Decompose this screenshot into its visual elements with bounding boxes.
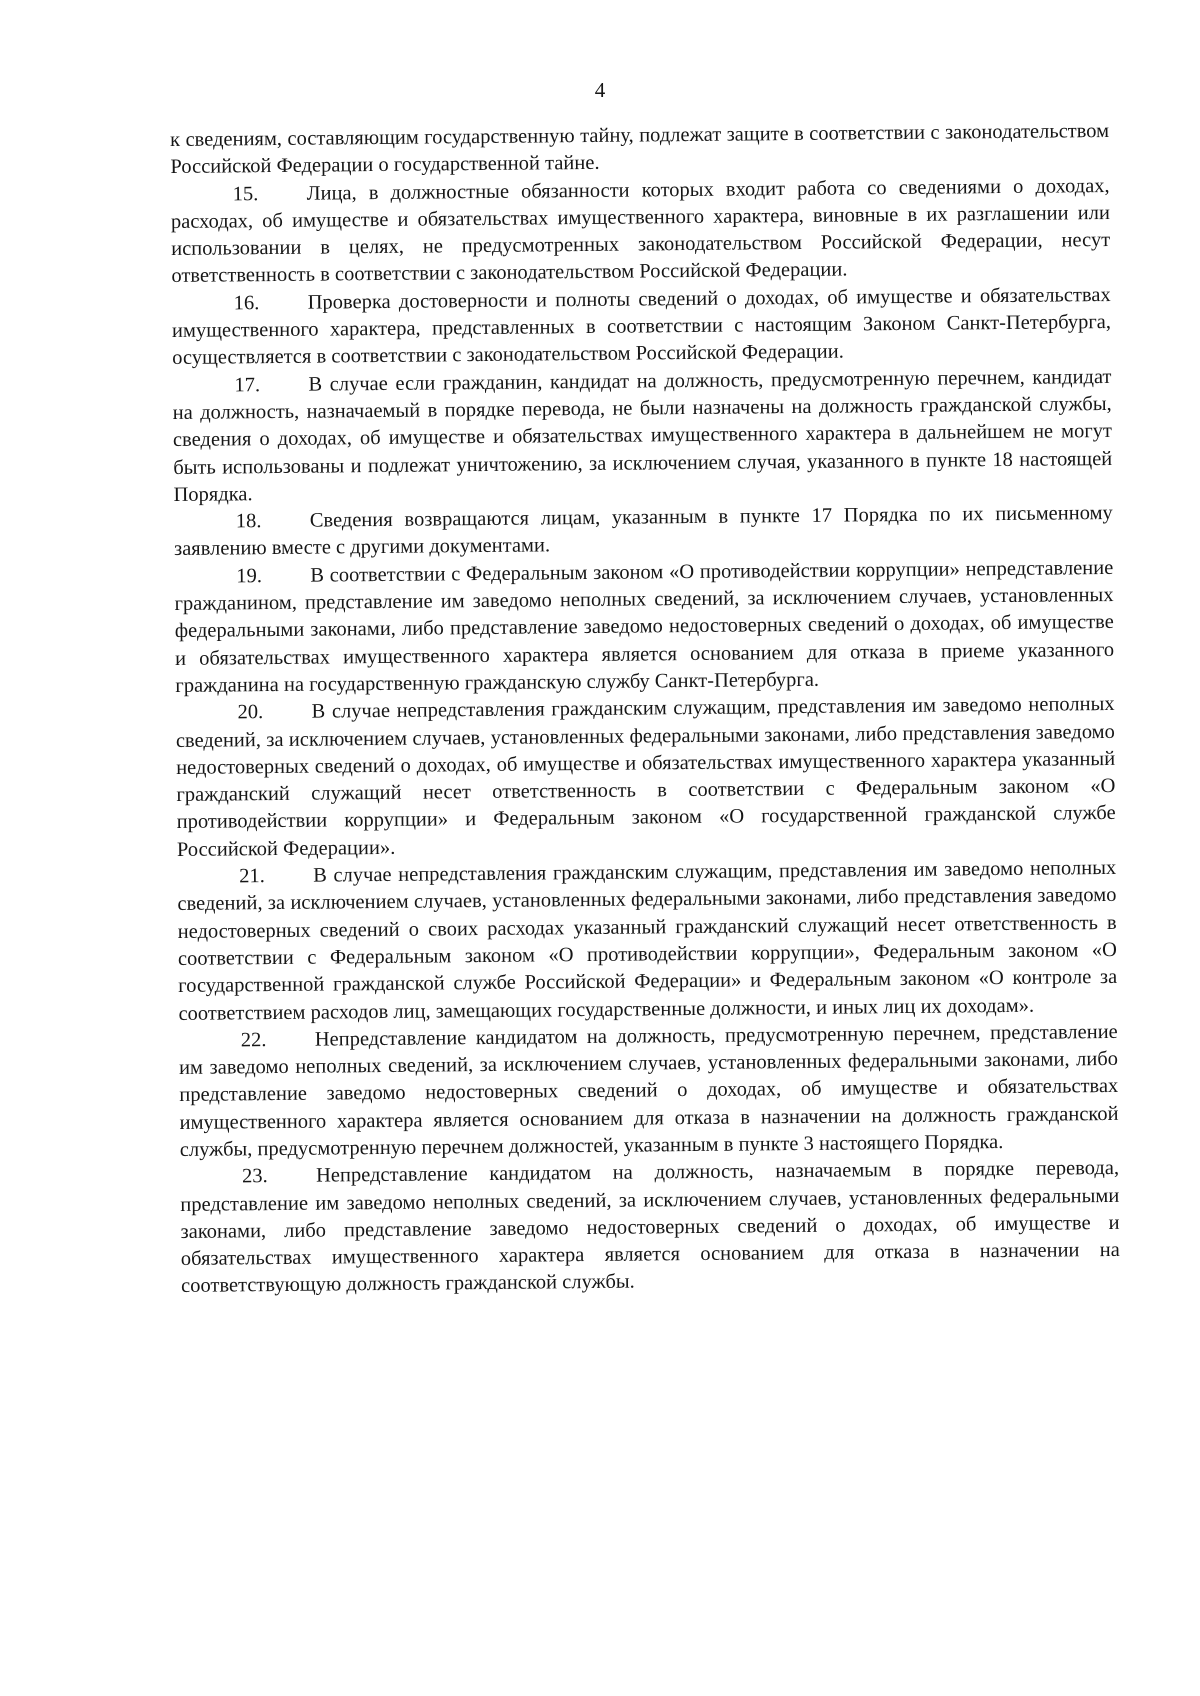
paragraph-19 [174,555,1114,700]
paragraph-number: 15. [232,182,259,205]
paragraph-18 [174,500,1113,564]
paragraph-number: 16. [233,291,260,315]
paragraph-text: Проверка достоверности и полноты сведений о доходах, об имуществе и обязательствах имущественного характера, представленных в соответствии с настоящим Законом Санкт-Петербурга, осуществляется в соответствии с законодательством Российской Федерации. [171,283,1112,370]
paragraph-number: 22. [240,1028,267,1052]
paragraph-number: 19. [236,564,263,588]
page-number: 4 [594,78,606,102]
paragraph-number: 21. [239,865,265,888]
paragraph-text: Непредставление кандидатом на должность, назначаемым в порядке перевода, представление им заведомо неполных сведений, за исключением случаев, установленных федеральными законами, либо представление заведомо недостоверных сведений о доходах, об имуществе и обязательствах имущественного характера является основанием для отказа в назначении на соответствующую должность гражданской службы. [180,1157,1120,1298]
paragraph-continuation [170,118,1109,182]
paragraph-number: 17. [234,373,261,397]
paragraph-text: В случае непредставления гражданским служащим, представления им заведомо неполных сведений, за исключением случаев, установленных федеральными законами, либо представления заведомо недостоверных сведений о доходах, об имуществе и обязательствах имущественного характера указанный гражданский служащий несет ответственность в соответствии с Федеральным законом «О противодействии коррупции» и Федеральным законом «О государственной гражданской службе Российской Федерации». [175,693,1116,861]
paragraph-20 [176,691,1117,864]
paragraph-21 [177,855,1118,1028]
paragraph-number: 20. [237,701,264,724]
paragraph-23 [180,1155,1120,1300]
paragraph-number: 18. [235,510,262,533]
paragraph-22 [179,1019,1119,1164]
paragraph-text: В случае если гражданин, кандидат на должность, предусмотренную перечнем, кандидат на должность, назначаемый в порядке перевода, не были назначены на должность гражданской службы, сведения о доходах, об имуществе и обязательствах имущественного характера в дальнейшем не могут быть использованы и подлежат уничтожению, за исключением случая, указанного в пункте 18 настоящей Порядка. [172,365,1113,506]
paragraph-15 [171,173,1111,291]
paragraph-number: 23. [241,1165,268,1188]
paragraph-text: Сведения возвращаются лицам, указанным в пункте 17 Порядка по их письменному заявлению вместе с другими документами. [173,502,1113,561]
document-body [170,118,1120,1301]
paragraph-text: В соответствии с Федеральным законом «О противодействии коррупции» непредставление гражданином, представление им заведомо неполных сведений, за исключением случаев, установленных федеральными законами, либо представление заведомо недостоверных сведений о доходах, об имуществе и обязательствах имущественного характера является основанием для отказа в приеме указанного гражданина на государственную гражданскую службу Санкт-Петербурга. [174,556,1115,697]
paragraph-text: В случае непредставления гражданским служащим, представления им заведомо неполных сведений, за исключением случаев, установленных федеральными законами, либо представления заведомо недостоверных сведений о своих расходах указанный гражданский служащий несет ответственность в соответствии с Федеральным законом «О противодействии коррупции», Федеральным законом «О государственной гражданской службе Российской Федерации» и Федеральным законом «О контроле за соответствием расходов лиц, замещающих государственные должности, и иных лиц их доходам». [177,856,1118,1025]
paragraph-17 [172,364,1112,509]
paragraph-text: Непредставление кандидатом на должность, предусмотренную перечнем, представление им заведомо неполных сведений, за исключением случаев, установленных федеральными законами, либо представление заведомо недостоверных сведений о доходах, об имуществе и обязательствах имущественного характера является основанием для отказа в назначении на должность гражданской службы, предусмотренную перечнем должностей, указанным в пункте 3 настоящего Порядка. [178,1020,1119,1161]
paragraph-16 [172,282,1112,373]
paragraph-text: Лица, в должностные обязанности которых входит работа со сведениями о доходах, расходах, об имуществе и обязательствах имущественного характера, виновные в их разглашении или использовании в целях, не предусмотренных законодательством Российской Федерации, несут ответственность в соответствии с законодательством Российской Федерации. [170,174,1111,288]
paragraph-text: к сведениям, составляющим государственную тайну, подлежат защите в соответствии с законодательством Российской Федерации о государственной тайне. [170,119,1110,179]
